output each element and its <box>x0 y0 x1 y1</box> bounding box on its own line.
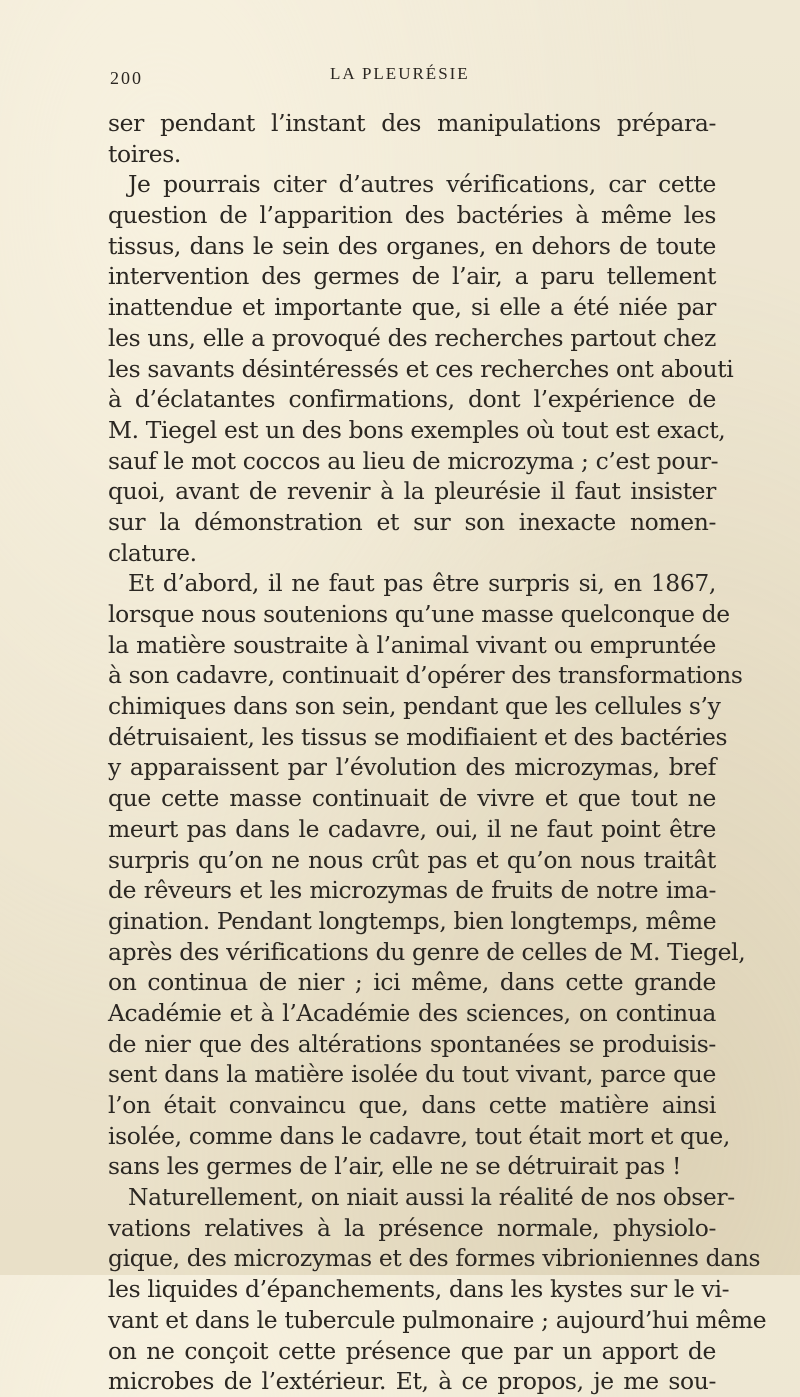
text-line: quoi, avant de revenir à la pleurésie il faut insister <box>108 477 716 506</box>
text-line: vations relatives à la présence normale, physiolo- <box>108 1213 716 1242</box>
text-line: clature. <box>108 538 197 567</box>
text-line: sent dans la matière isolée du tout vivant, parce que <box>108 1060 716 1089</box>
text-line: Je pourrais citer d’autres vérifications, car cette <box>128 170 716 199</box>
text-line: on continua de nier ; ici même, dans cette grande <box>108 968 716 997</box>
text-line: Académie et à l’Académie des sciences, on continua <box>108 998 716 1027</box>
text-line: isolée, comme dans le cadavre, tout était mort et que, <box>108 1121 730 1150</box>
text-line: les liquides d’épanchements, dans les kystes sur le vi- <box>108 1275 730 1304</box>
text-line: gique, des microzymas et des formes vibrioniennes dans <box>108 1244 761 1273</box>
text-line: les uns, elle a provoqué des recherches partout chez <box>108 323 716 352</box>
text-line: les savants désintéressés et ces recherches ont abouti <box>108 354 734 383</box>
text-line: détruisaient, les tissus se modifiaient et des bactéries <box>108 722 728 751</box>
text-line: que cette masse continuait de vivre et que tout ne <box>108 784 716 813</box>
text-line: M. Tiegel est un des bons exemples où tout est exact, <box>108 415 726 444</box>
text-line: Et d’abord, il ne faut pas être surpris si, en 1867, <box>128 569 716 598</box>
text-line: toires. <box>108 139 181 168</box>
text-line: intervention des germes de l’air, a paru tellement <box>108 262 716 291</box>
text-line: Naturellement, on niait aussi la réalité de nos obser- <box>128 1183 735 1212</box>
running-title: LA PLEURÉSIE <box>330 64 470 83</box>
text-line: chimiques dans son sein, pendant que les cellules s’y <box>108 692 721 721</box>
text-line: meurt pas dans le cadavre, oui, il ne faut point être <box>108 814 716 843</box>
text-line: vant et dans le tubercule pulmonaire ; aujourd’hui même <box>108 1305 767 1334</box>
text-line: à d’éclatantes confirmations, dont l’expérience de <box>108 385 716 414</box>
text-line: ser pendant l’instant des manipulations prépara- <box>108 109 716 137</box>
text-line: inattendue et importante que, si elle a été niée par <box>108 293 716 322</box>
text-line: sur la démonstration et sur son inexacte nomen- <box>108 507 716 536</box>
text-line: de nier que des altérations spontanées se produisis- <box>108 1029 716 1058</box>
text-line: la matière soustraite à l’animal vivant ou empruntée <box>108 630 716 659</box>
text-line: lorsque nous soutenions qu’une masse quelconque de <box>108 600 730 628</box>
text-line: on ne conçoit cette présence que par un apport de <box>108 1336 716 1365</box>
text-line: de rêveurs et les microzymas de fruits de notre ima- <box>108 876 716 905</box>
text-line: l’on était convaincu que, dans cette matière ainsi <box>108 1091 716 1119</box>
text-line: à son cadavre, continuait d’opérer des transformations <box>108 661 743 690</box>
text-line: gination. Pendant longtemps, bien longtemps, même <box>108 906 717 935</box>
page-number: 200 <box>110 68 143 88</box>
text-line: surpris qu’on ne nous crût pas et qu’on nous traitât <box>108 845 716 874</box>
text-line: y apparaissent par l’évolution des microzymas, bref <box>108 753 716 782</box>
body-text <box>108 108 767 1397</box>
text-line: tissus, dans le sein des organes, en dehors de toute <box>108 231 716 260</box>
running-head <box>110 60 710 90</box>
text-line: après des vérifications du genre de celles de M. Tiegel, <box>108 937 746 966</box>
text-line: sans les germes de l’air, elle ne se détruirait pas ! <box>108 1152 682 1181</box>
text-line: sauf le mot coccos au lieu de microzyma ; c’est pour- <box>108 446 719 475</box>
text-line: question de l’apparition des bactéries à même les <box>108 201 716 230</box>
text-line: microbes de l’extérieur. Et, à ce propos, je me sou- <box>108 1367 716 1396</box>
